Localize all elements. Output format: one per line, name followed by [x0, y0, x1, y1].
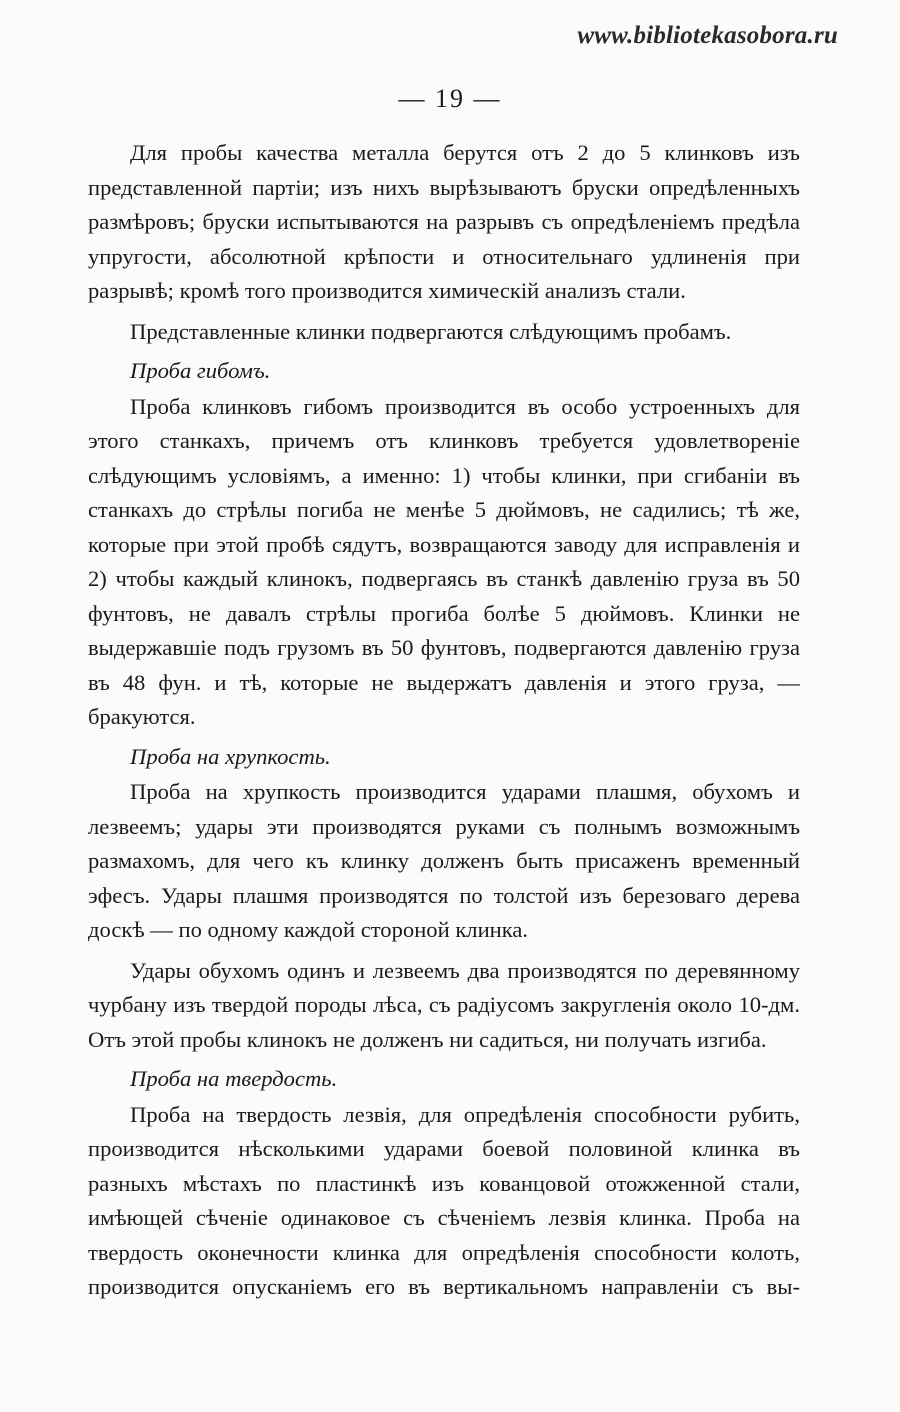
paragraph-metal-test: Для пробы качества металла берутся отъ 2 до 5 клинковъ изъ представленной партіи; изъ нихъ вырѣзываютъ бруски опредѣленныхъ размѣровъ; бруски испытываются на разрывъ съ опредѣленіемъ предѣла упругости, абсолютной крѣпости и относительнаго удлиненія при разрывѣ; кромѣ того производится химическій анализъ стали.: [88, 140, 800, 303]
page-number: — 19 —: [398, 84, 502, 113]
paragraph-blade-strikes: Удары обухомъ одинъ и лезвеемъ два производятся по деревянному чурбану изъ твердой породы лѣса, съ радіусомъ закругленія около 10-дм. Отъ этой пробы клинокъ не долженъ ни садиться, ни получать изгиба.: [88, 957, 800, 1052]
heading-bend-test: Проба гибомъ.: [130, 358, 271, 383]
paragraph-hardness-test: Проба на твердость лезвія, для опредѣленія способности рубить, производится нѣсколькими ударами боевой половиной клинка въ разныхъ мѣстахъ по пластинкѣ изъ кованцовой отожженной стали, имѣющей сѣченіе одинаковое съ сѣченіемъ лезвія клинка. Проба на твердость оконечности клинка для опредѣленія способности колоть, производится опусканіемъ его въ вертикальномъ направленіи съ вы-: [88, 1101, 800, 1299]
page-body: [88, 136, 800, 1305]
paragraph-bend-test: Проба клинковъ гибомъ производится въ особо устроенныхъ для этого станкахъ, причемъ отъ клинковъ требуется удовлетвореніе слѣдующимъ условіямъ, а именно: 1) чтобы клинки, при сгибаніи въ станкахъ до стрѣлы погиба не менѣе 5 дюймовъ, не садились; тѣ же, которые при этой пробѣ сядутъ, возвращаются заводу для исправленія и 2) чтобы каждый клинокъ, подвергаясь въ станкѣ давленію груза въ 50 фунтовъ, не давалъ стрѣлы прогиба болѣе 5 дюймовъ. Клинки не выдержавшіе подъ грузомъ въ 50 фунтовъ, подвергаются давленію груза въ 48 фун. и тѣ, которые не выдержатъ давленія и этого груза, — бракуются.: [88, 393, 800, 729]
heading-hardness-test: Проба на твердость.: [130, 1066, 338, 1091]
paragraph-brittleness-test: Проба на хрупкость производится ударами плашмя, обухомъ и лезвеемъ; удары эти производятся руками съ полнымъ возможнымъ размахомъ, для чего къ клинку долженъ быть присаженъ временный эфесъ. Удары плашмя производятся по толстой изъ березоваго дерева доскѣ — по одному каждой стороной клинка.: [88, 779, 800, 942]
watermark-url: www.bibliotekasobora.ru: [577, 22, 838, 49]
paragraph-intro-tests: Представленные клинки подвергаются слѣдующимъ пробамъ.: [130, 318, 732, 344]
heading-brittleness-test: Проба на хрупкость.: [130, 743, 331, 769]
